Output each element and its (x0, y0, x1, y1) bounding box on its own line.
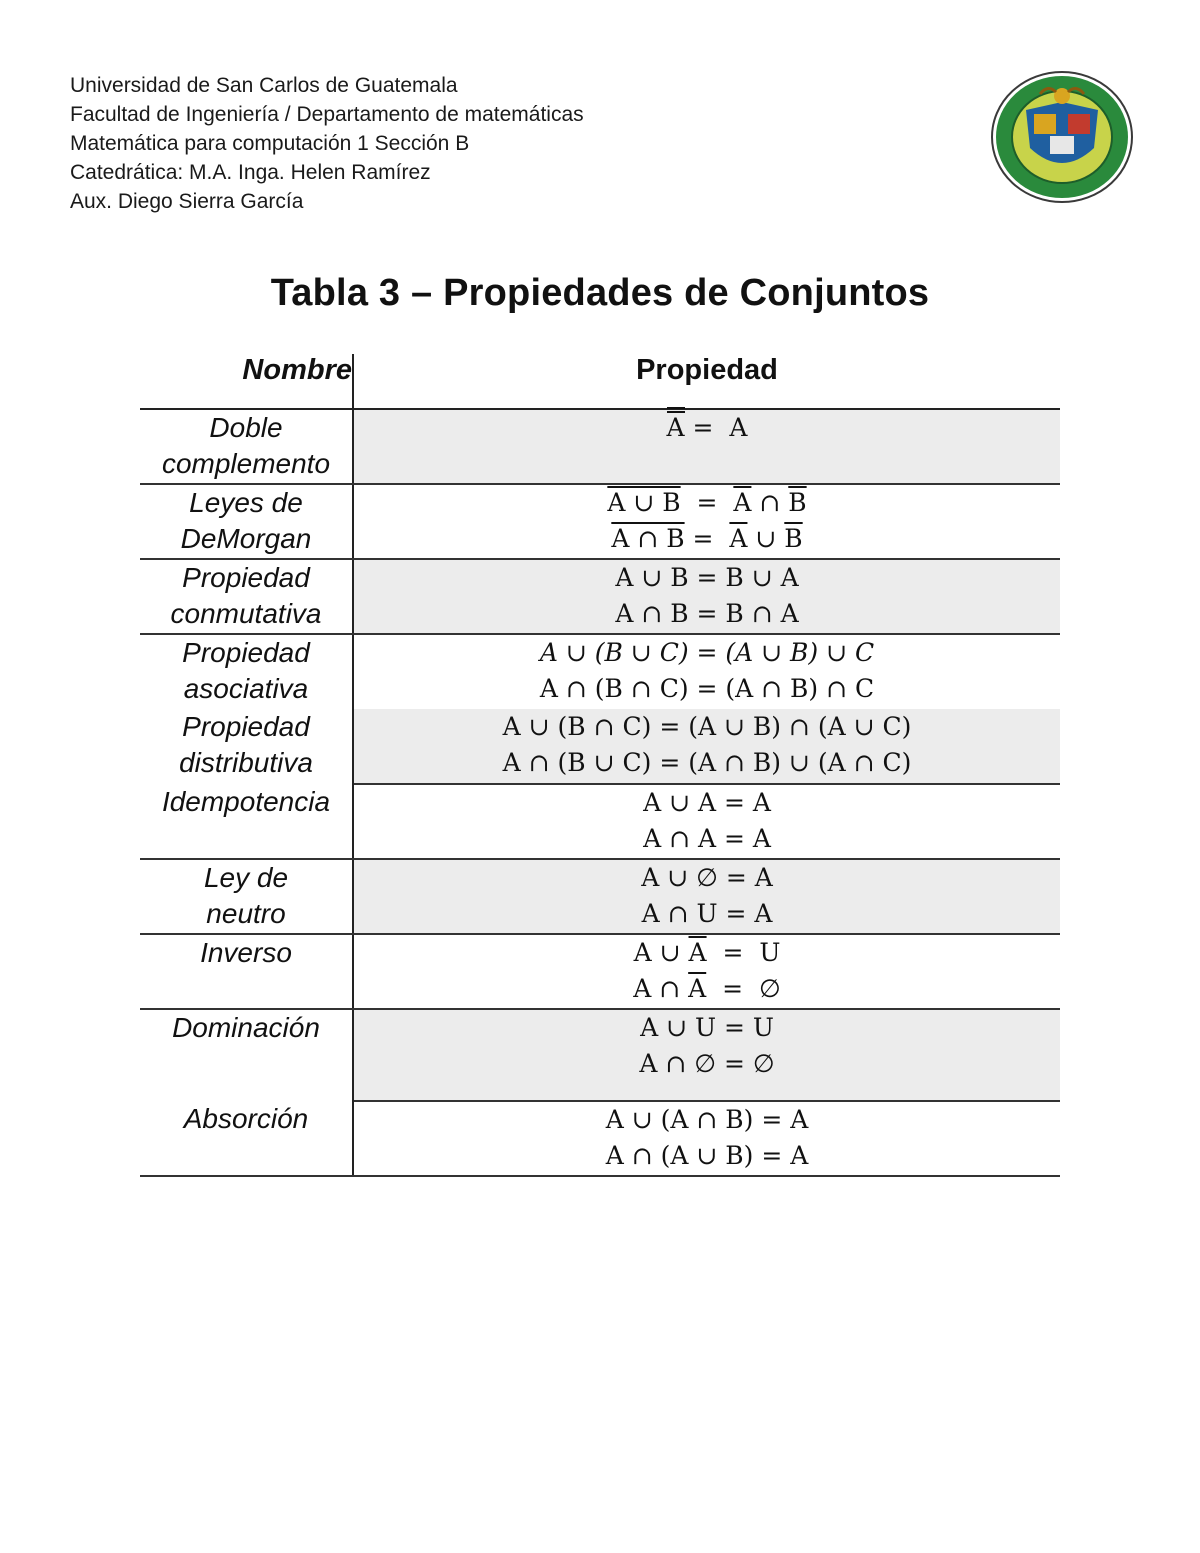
table-row (140, 409, 1060, 484)
formula-line: A ∪ (A ∩ B) = A (605, 1105, 809, 1134)
document-header (70, 71, 584, 216)
property-name: Leyes de DeMorgan (140, 484, 353, 559)
header-faculty: Facultad de Ingeniería / Departamento de matemáticas (70, 103, 584, 126)
table-row (140, 559, 1060, 634)
property-formula-cell (353, 709, 1060, 784)
formula-line: A ∩ U = A (641, 899, 773, 928)
table-header-row (140, 354, 1060, 409)
property-formula-cell (353, 934, 1060, 1009)
formula-line: A ∪ B = B ∪ A (615, 563, 799, 592)
header-university: Universidad de San Carlos de Guatemala (70, 74, 458, 97)
property-formula-cell (353, 859, 1060, 934)
formula-line: A ∪ $\overline{A} = U$ (633, 938, 781, 967)
property-formula-cell (353, 784, 1060, 859)
property-name: Inverso (140, 934, 353, 1009)
formula-line: A ∩ A = A (643, 824, 771, 853)
formula-line: A ∩ (A ∪ B) = A (605, 1141, 809, 1170)
formula-line: A ∩ B = B ∩ A (615, 599, 799, 628)
property-name: Absorción (140, 1101, 353, 1176)
table-row (140, 709, 1060, 784)
table-row (140, 634, 1060, 709)
table-row (140, 859, 1060, 934)
property-name: Doble complemento (140, 409, 353, 484)
property-name: Propiedad distributiva (140, 709, 353, 784)
table-row (140, 934, 1060, 1009)
property-formula-cell (353, 409, 1060, 484)
header-course: Matemática para computación 1 Sección B (70, 132, 470, 155)
property-name: Idempotencia (140, 784, 353, 859)
header-assistant: Aux. Diego Sierra García (70, 190, 304, 213)
formula-line: A ∩ (B ∪ C) = (A ∩ B) ∪ (A ∩ C) (502, 748, 912, 777)
formula-line: A ∩ $B = \overline{A}$ ∪ $\overline{B}$ (611, 524, 803, 553)
property-formula-cell (353, 1009, 1060, 1101)
table-row (140, 1009, 1060, 1101)
header-professor: Catedrática: M.A. Inga. Helen Ramírez (70, 161, 431, 184)
table-row (140, 784, 1060, 859)
formula-line: A ∪ $B = \overline{A}$ ∩ $\overline{B}$ (607, 488, 807, 517)
formula-line: A ∩ $\overline{A}$ = ∅ (633, 974, 781, 1003)
formula-line: A ∪ (B ∪ C) = (A ∪ B) ∪ C (539, 638, 875, 667)
column-header-property: Propiedad (636, 354, 778, 386)
table-row (140, 484, 1060, 559)
page-title: Tabla 3 – Propiedades de Conjuntos (270, 272, 930, 314)
property-formula-cell (353, 484, 1060, 559)
property-name: Propiedad conmutativa (140, 559, 353, 634)
formula-line: A ∪ ∅ = A (641, 863, 773, 892)
column-header-name: Nombre (140, 354, 353, 409)
formula-line: A ∩ ∅ = ∅ (639, 1049, 775, 1078)
table-row (140, 1101, 1060, 1176)
university-seal-icon (990, 70, 1134, 204)
property-name: Ley de neutro (140, 859, 353, 934)
formula-line: A ∪ (B ∩ C) = (A ∪ B) ∩ (A ∪ C) (502, 712, 912, 741)
property-name: Propiedad asociativa (140, 634, 353, 709)
properties-table (140, 354, 1060, 1177)
property-formula-cell (353, 1101, 1060, 1176)
formula-line: A ∪ U = U (640, 1013, 774, 1042)
formula-line: A ∪ A = A (643, 788, 771, 817)
formula-line: A ∩ (B ∩ C) = (A ∩ B) ∩ C (539, 674, 875, 703)
property-name: Dominación (140, 1009, 353, 1101)
property-formula-cell (353, 559, 1060, 634)
formula-line: A = A (354, 410, 1060, 446)
property-formula-cell (353, 634, 1060, 709)
